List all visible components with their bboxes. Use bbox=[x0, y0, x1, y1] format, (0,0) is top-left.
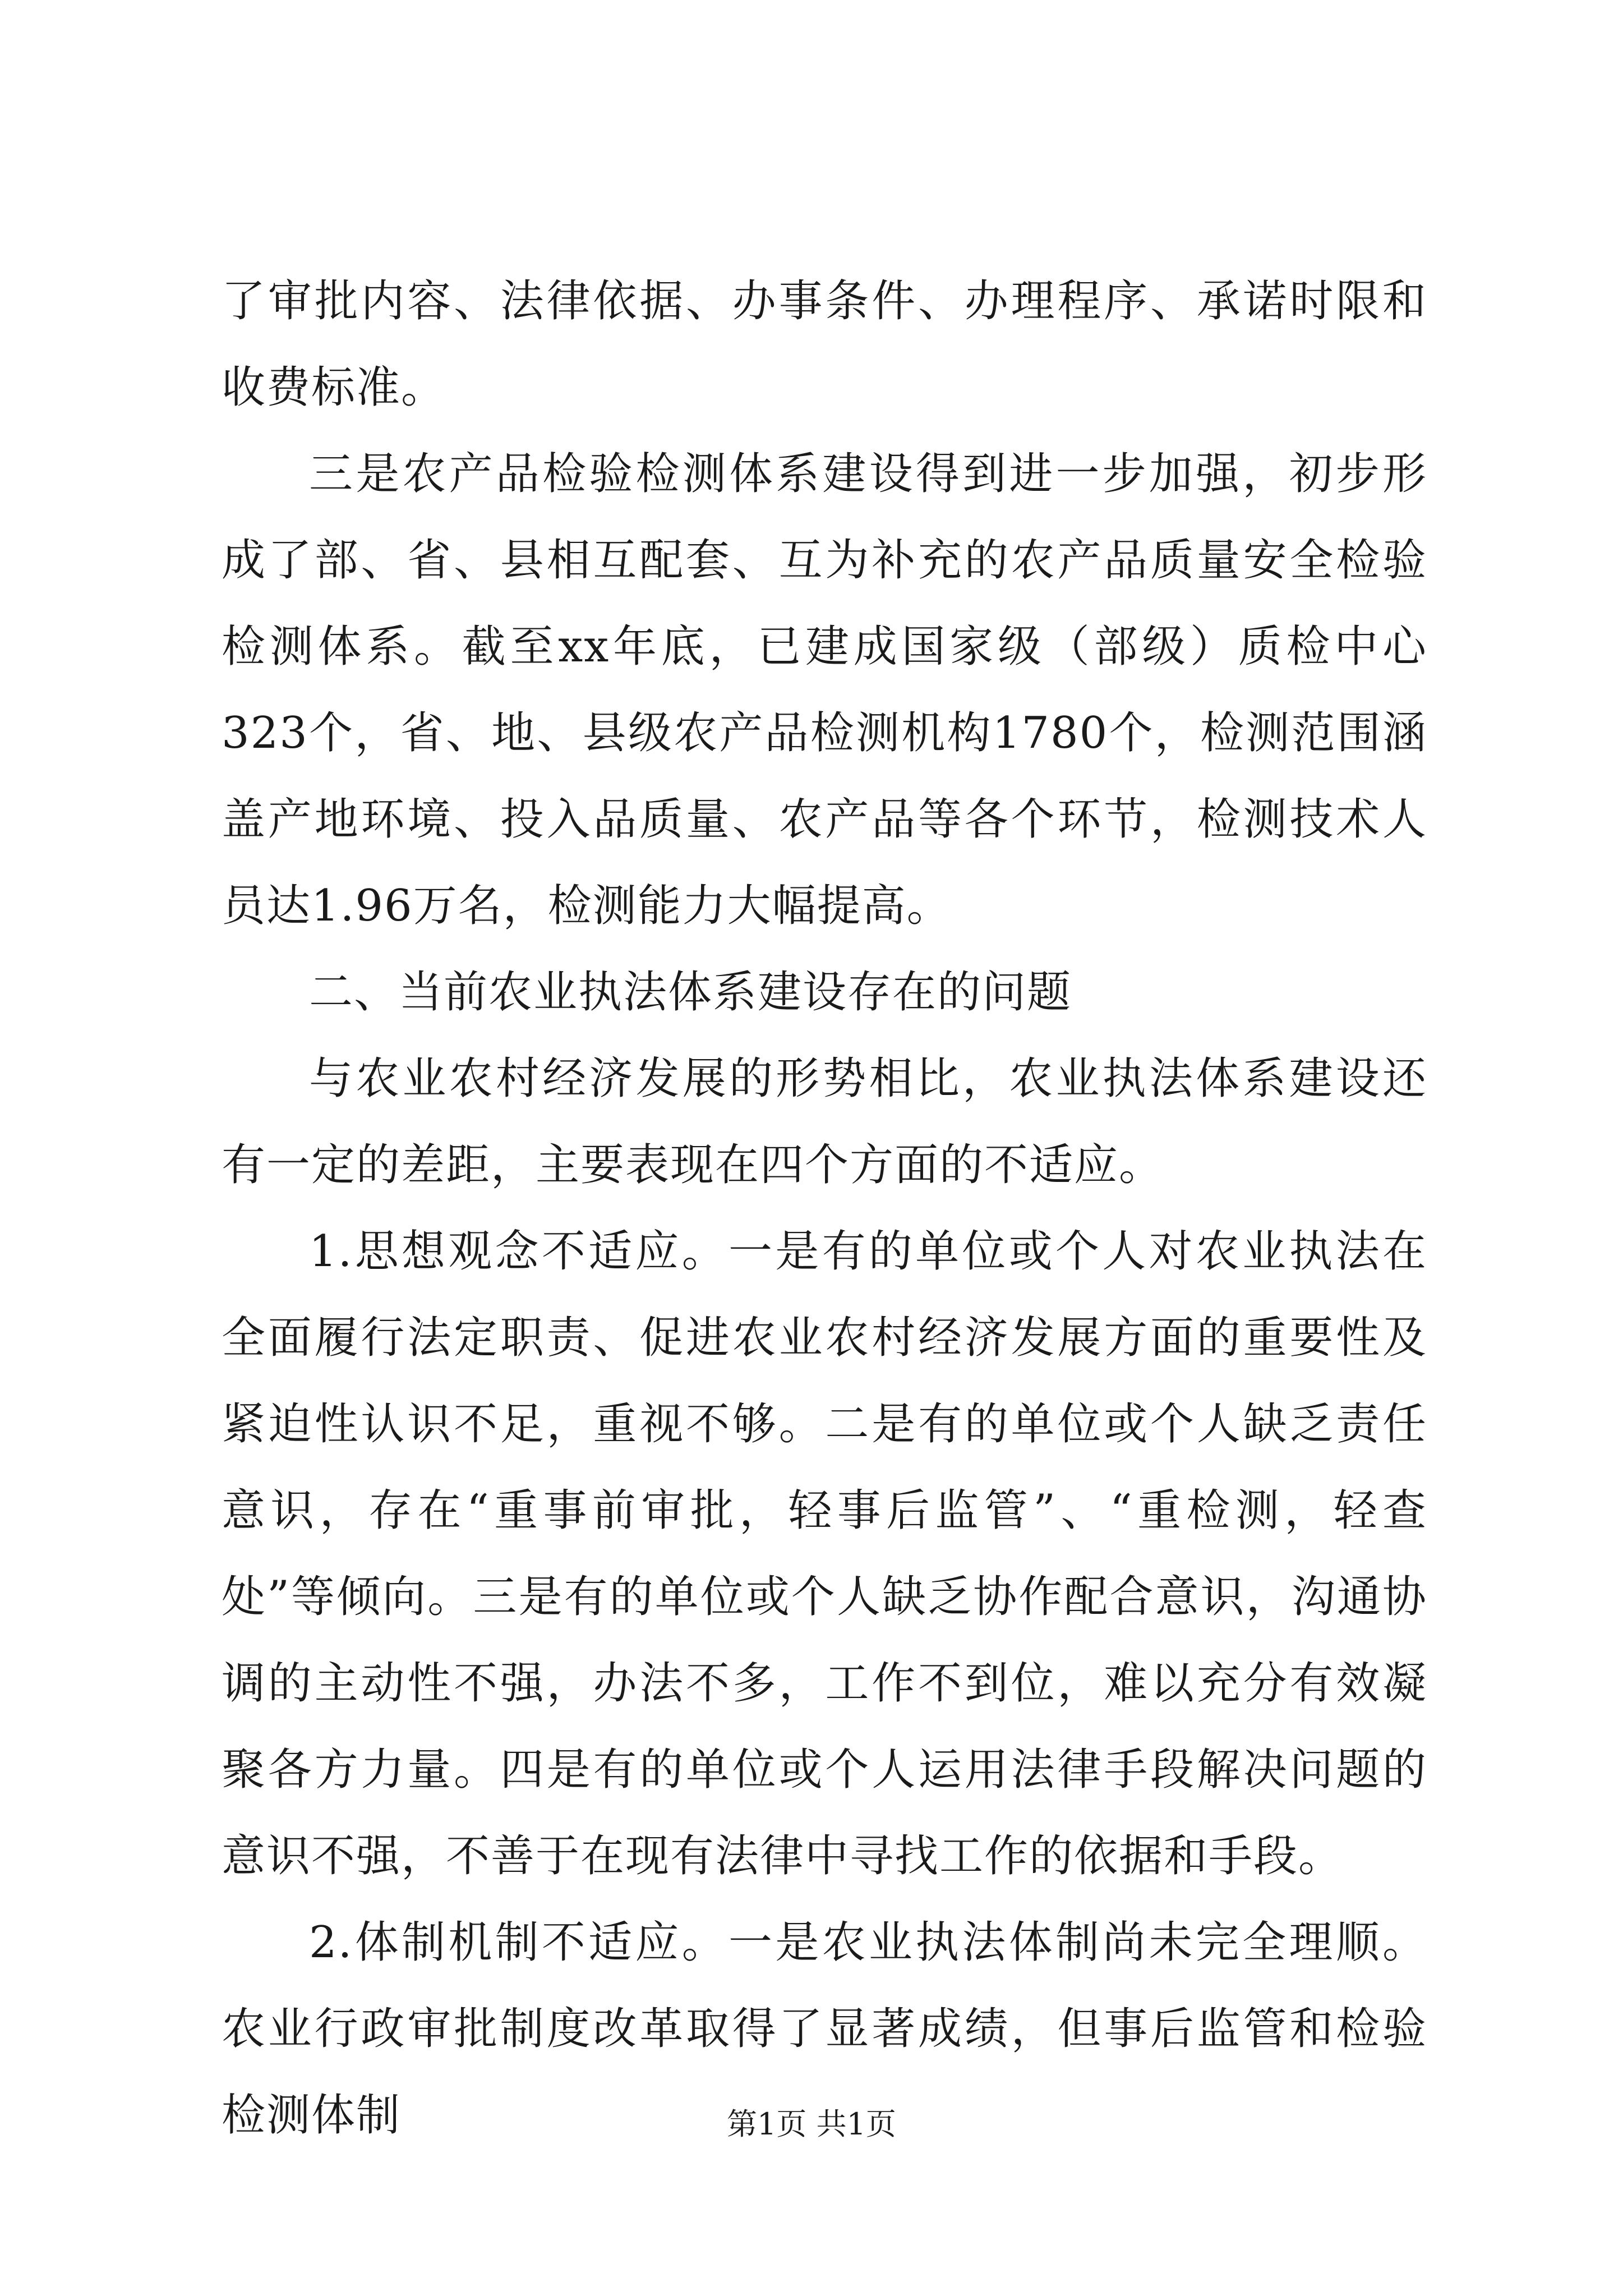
page-footer bbox=[0, 2105, 1623, 2144]
paragraph-ideology-mismatch: 1.思想观念不适应。一是有的单位或个人对农业执法在全面履行法定职责、促进农业农村经济发展方面的重要性及紧迫性认识不足，重视不够。二是有的单位或个人缺乏责任意识，存在“重事前审批，轻事后监管”、“重检测，轻查处”等倾向。三是有的单位或个人缺乏协作配合意识，沟通协调的主动性不强，办法不多，工作不到位，难以充分有效凝聚各方力量。四是有的单位或个人运用法律手段解决问题的意识不强，不善于在现有法律中寻找工作的依据和手段。 bbox=[222, 1226, 1427, 1881]
paragraph-institution-mismatch: 2.体制机制不适应。一是农业执法体制尚未完全理顺。农业行政审批制度改革取得了显著成绩，但事后监管和检验检测体制 bbox=[222, 1917, 1427, 2141]
section-heading-current-problems: 二、当前农业执法体系建设存在的问题 bbox=[309, 967, 1072, 1018]
document-body bbox=[222, 258, 1427, 2159]
paragraph-inspection-system: 三是农产品检验检测体系建设得到进一步加强，初步形成了部、省、县相互配套、互为补充的农产品质量安全检验检测体系。截至xx年底，已建成国家级（部级）质检中心323个，省、地、县级农产品检测机构1780个，检测范围涵盖产地环境、投入品质量、农产品等各个环节，检测技术人员达1.96万名，检测能力大幅提高。 bbox=[222, 449, 1427, 931]
paragraph-gap-summary: 与农业农村经济发展的形势相比，农业执法体系建设还有一定的差距，主要表现在四个方面的不适应。 bbox=[222, 1053, 1427, 1190]
page-number-label: 第1页 共1页 bbox=[727, 2106, 896, 2142]
paragraph-approval-content: 了审批内容、法律依据、办事条件、办理程序、承诺时限和收费标准。 bbox=[222, 276, 1427, 413]
